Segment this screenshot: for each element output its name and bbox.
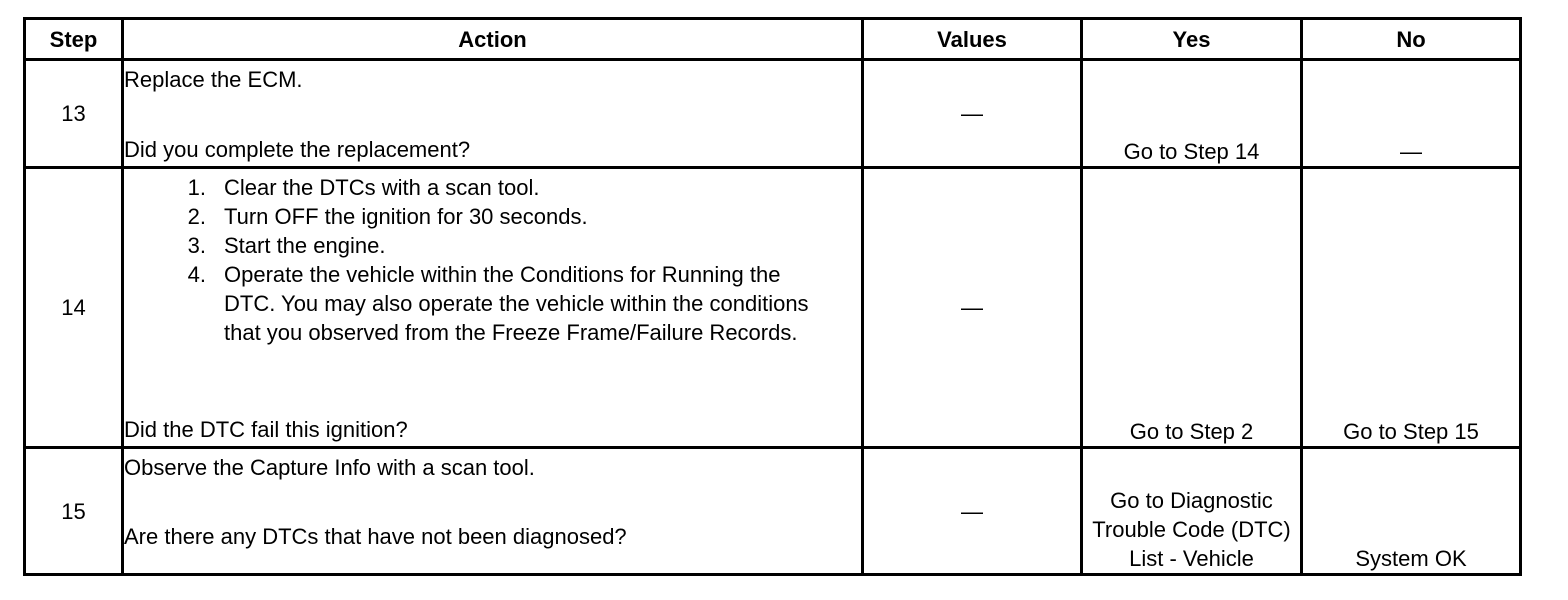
list-item-text: Clear the DTCs with a scan tool.	[224, 175, 540, 200]
list-item-number: 4.	[187, 262, 206, 287]
action-cell	[123, 168, 863, 448]
list-item-text: Operate the vehicle within the Conditions for Running the DTC. You may also operate the vehicle within the conditions that you observed from the Freeze Frame/Failure Records.	[224, 262, 809, 345]
diagnostic-steps-table	[23, 17, 1522, 576]
table-row	[25, 60, 1521, 168]
step-number: 14	[25, 168, 123, 448]
header-action: Action	[123, 19, 863, 60]
action-question: Did the DTC fail this ignition?	[124, 417, 408, 442]
header-values: Values	[863, 19, 1082, 60]
values-cell: —	[863, 448, 1082, 575]
action-text: Observe the Capture Info with a scan tool.	[124, 455, 535, 480]
list-item	[124, 202, 861, 231]
list-item-number: 1.	[187, 175, 206, 200]
action-cell	[123, 60, 863, 168]
list-item	[124, 231, 861, 260]
list-item-text: Start the engine.	[224, 233, 386, 258]
table-row	[25, 168, 1521, 448]
values-cell: —	[863, 168, 1082, 448]
table-row	[25, 448, 1521, 575]
step-number: 13	[25, 60, 123, 168]
list-item-text: Turn OFF the ignition for 30 seconds.	[224, 204, 588, 229]
header-no: No	[1302, 19, 1521, 60]
no-link[interactable]: Go to Step 15	[1302, 168, 1521, 448]
yes-link[interactable]: Go to Diagnostic Trouble Code (DTC) List - Vehicle	[1082, 448, 1302, 575]
table-header-row	[25, 19, 1521, 60]
action-question: Are there any DTCs that have not been diagnosed?	[124, 524, 627, 549]
list-item-number: 3.	[187, 233, 206, 258]
action-text: Replace the ECM.	[124, 67, 303, 92]
yes-link[interactable]: Go to Step 14	[1082, 60, 1302, 168]
values-cell: —	[863, 60, 1082, 168]
yes-link[interactable]: Go to Step 2	[1082, 168, 1302, 448]
no-cell: System OK	[1302, 448, 1521, 575]
header-yes: Yes	[1082, 19, 1302, 60]
header-step: Step	[25, 19, 123, 60]
action-list	[124, 169, 861, 347]
no-cell: —	[1302, 60, 1521, 168]
step-number: 15	[25, 448, 123, 575]
action-question: Did you complete the replacement?	[124, 137, 471, 162]
list-item	[124, 260, 861, 347]
action-cell	[123, 448, 863, 575]
list-item-number: 2.	[187, 204, 206, 229]
list-item	[124, 173, 861, 202]
